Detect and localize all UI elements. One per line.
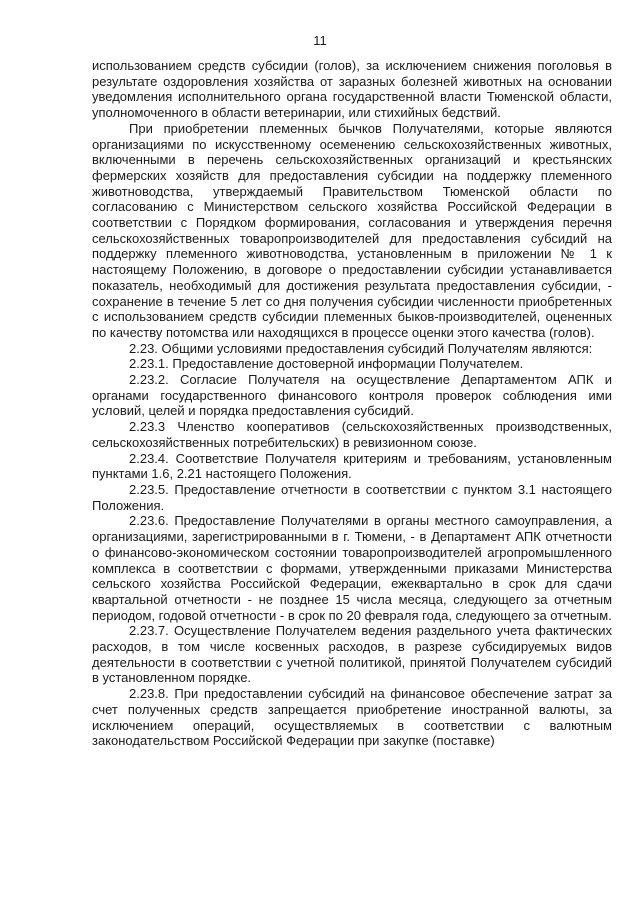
paragraph-2-23-7: 2.23.7. Осуществление Получателем ведения раздельного учета фактических расходов, в том числе косвенных расходов, в разрезе субсидируемых видов деятельности в соответствии с учетной политикой, принятой Получателем субсидий в установленном порядке. [92, 623, 612, 686]
document-body [92, 58, 612, 749]
paragraph-2-23-1: 2.23.1. Предоставление достоверной информации Получателем. [129, 356, 524, 372]
paragraph-2-23-8: 2.23.8. При предоставлении субсидий на финансовое обеспечение затрат за счет полученных средств запрещается приобретение иностранной валюты, за исключением операций, осуществляемых в соответствии с валютным законодательством Российской Федерации при закупке (поставке) [92, 686, 612, 749]
paragraph-2-23-2: 2.23.2. Согласие Получателя на осуществление Департаментом АПК и органами государственного финансового контроля проверок соблюдения ими условий, целей и порядка предоставления субсидий. [92, 372, 612, 419]
page-number: 11 [313, 33, 327, 48]
paragraph-2-23-5: 2.23.5. Предоставление отчетности в соответствии с пунктом 3.1 настоящего Положения. [92, 481, 612, 513]
paragraph-2-23: 2.23. Общими условиями предоставления субсидий Получателям являются: [129, 340, 593, 356]
paragraph-continuation: использованием средств субсидии (голов), за исключением снижения поголовья в результате оздоровления хозяйства от заразных болезней животных на основании уведомления исполнительного органа государственной власти Тюменской области, уполномоченного в области ветеринарии, или стихийных бедствий. [92, 58, 612, 121]
paragraph-2-23-6: 2.23.6. Предоставление Получателями в органы местного самоуправления, а организациями, зарегистрированными в г. Тюмени, - в Департамент АПК отчетности о финансово-экономическом состоянии товаропроизводителей агропромышленного комплекса в соответствии с формами, утвержденными приказами Министерства сельского хозяйства Российской Федерации, ежеквартально в срок для сдачи квартальной отчетности - не позднее 15 числа месяца, следующего за отчетным периодом, годовой отчетности - в срок по 20 февраля года, следующего за отчетным. [92, 513, 612, 623]
paragraph-2-23-3: 2.23.3 Членство кооперативов (сельскохозяйственных производственных, сельскохозяйственных потребительских) в ревизионном союзе. [92, 419, 612, 450]
paragraph-breeding-bulls: При приобретении племенных бычков Получателями, которые являются организациями по искусственному осеменению сельскохозяйственных животных, включенными в перечень сельскохозяйственных организаций и крестьянских фермерских хозяйств для предоставления субсидии на поддержку племенного животноводства, утверждаемый Правительством Тюменской области по согласованию с Министерством сельского хозяйства Российской Федерации в соответствии с Порядком формирования, согласования и утверждения перечня сельскохозяйственных товаропроизводителей для предоставления субсидий на поддержку племенного животноводства, установленным в приложении № 1 к настоящему Положению, в договоре о предоставлении субсидии устанавливается показатель, необходимый для достижения результата предоставления субсидии, - сохранение в течение 5 лет со дня получения субсидии численности приобретенных с использованием средств субсидии племенных быков-производителей, оцененных по качеству потомства или находящихся в процессе оценки этого качества (голов). [92, 120, 612, 340]
paragraph-2-23-4: 2.23.4. Соответствие Получателя критериям и требованиям, установленным пунктами 1.6, 2.21 настоящего Положения. [92, 450, 612, 482]
